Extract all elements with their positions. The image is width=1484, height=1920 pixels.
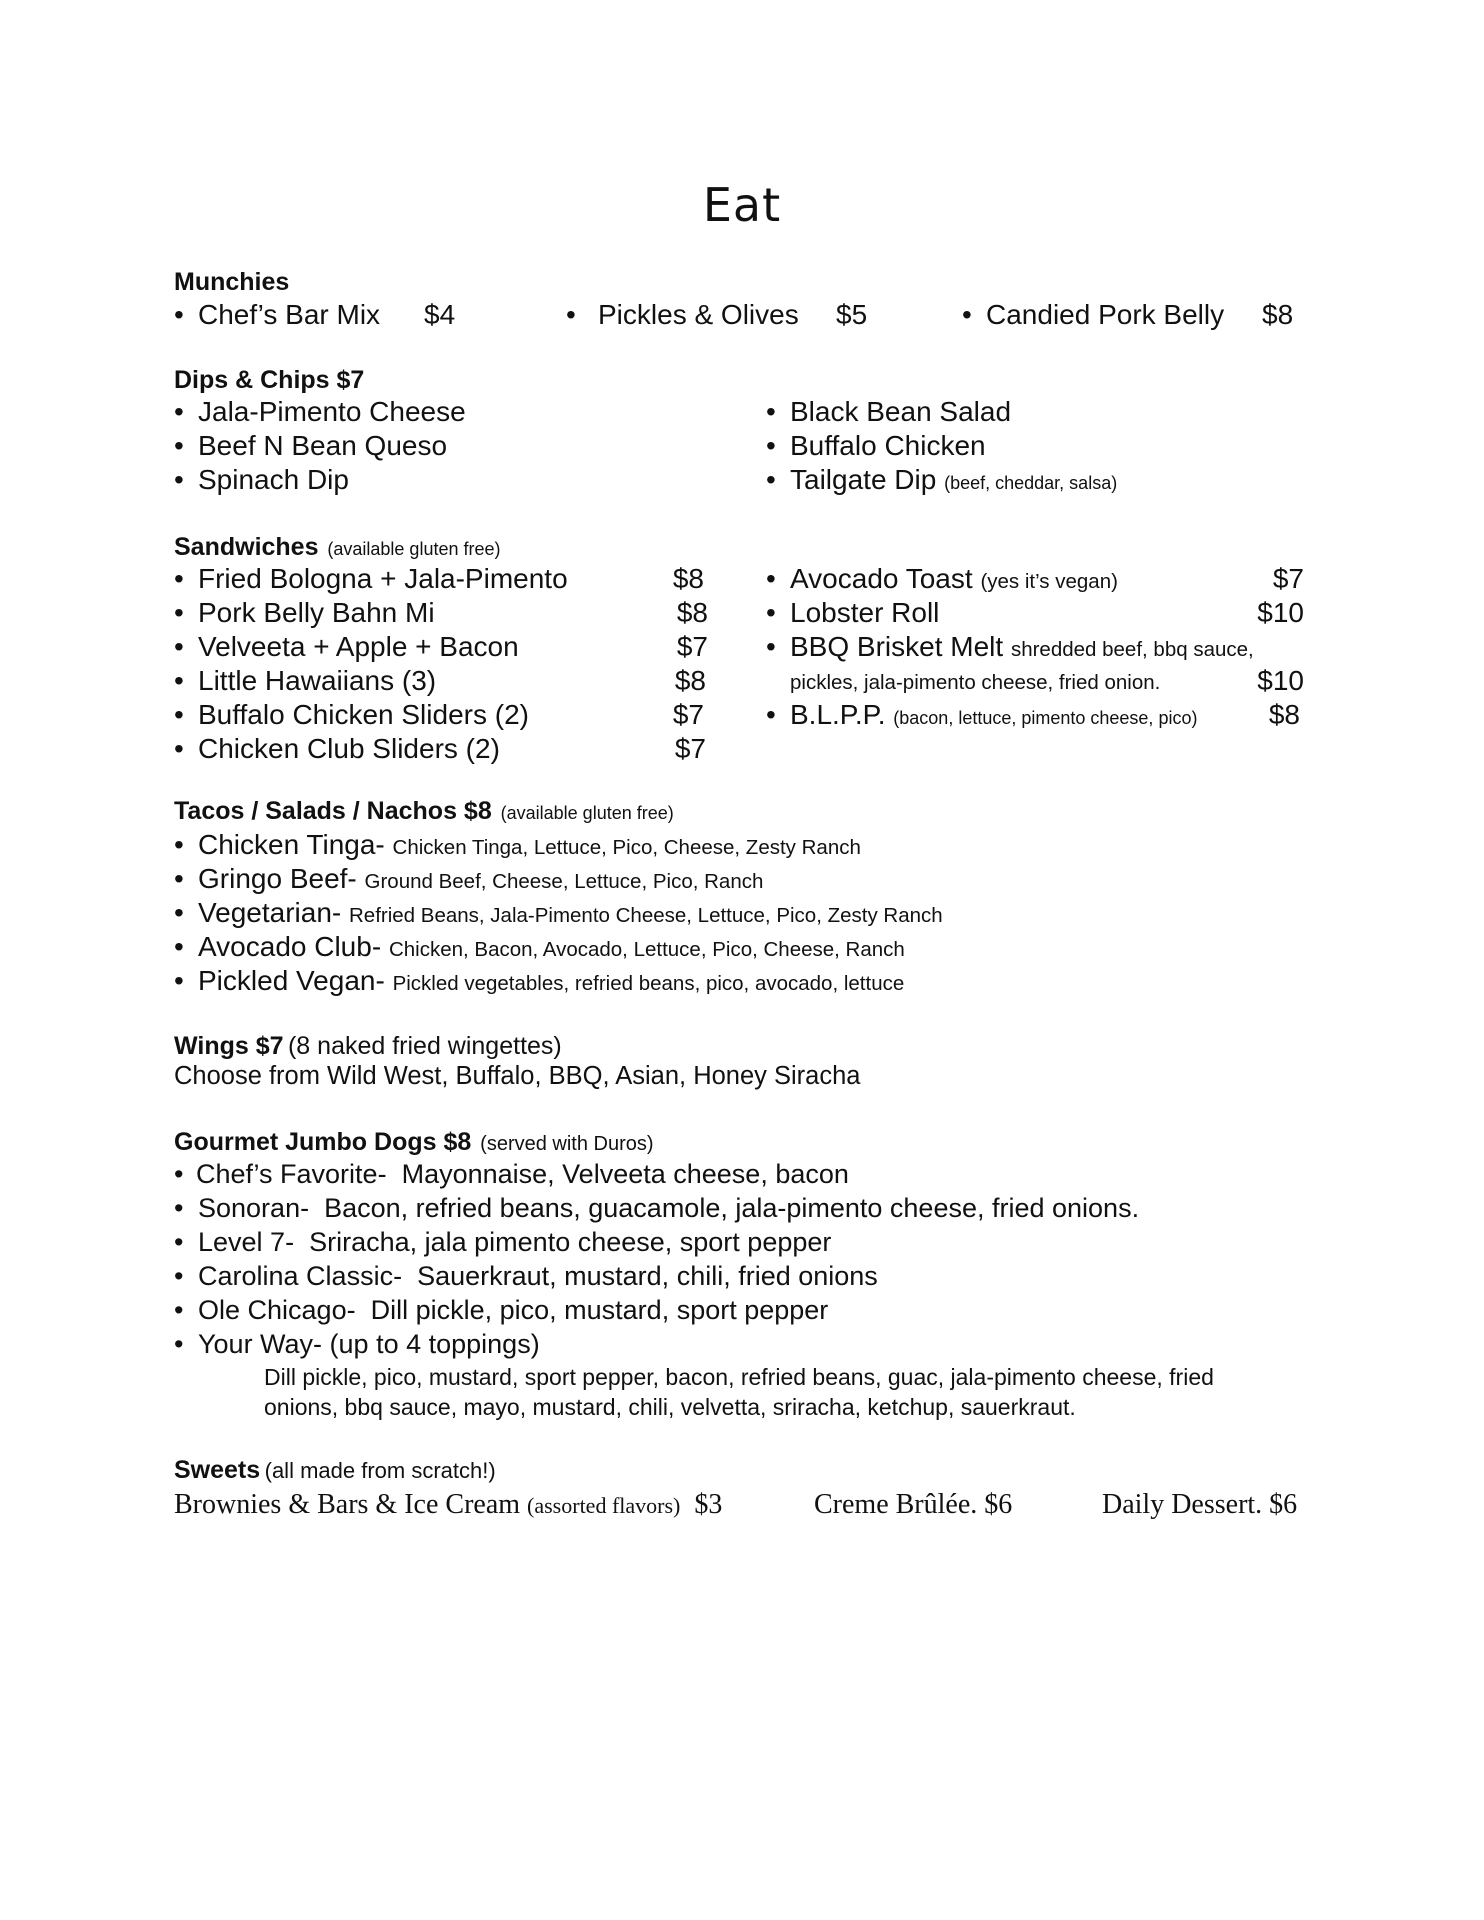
tailgate-note: (beef, cheddar, salsa) [944,473,1118,493]
dips-item: • Beef N Bean Queso [174,430,448,461]
sandwich-price: $8 [674,665,706,696]
wings-heading: Wings $7 (8 naked fried wingettes) [174,1032,562,1060]
munchies-item: • Candied Pork Belly [962,299,1225,330]
sandwich-price: $8 [672,563,704,594]
dips-item: • Spinach Dip [174,464,349,495]
taco-item: • Avocado Club- Chicken, Bacon, Avocado, Lettuce, Pico, Cheese, Ranch [174,931,905,962]
sandwich-item: • BBQ Brisket Melt shredded beef, bbq sauce, [766,631,1254,662]
sandwiches-heading: Sandwiches (available gluten free) [174,533,501,561]
taco-item: • Pickled Vegan- Pickled vegetables, refried beans, pico, avocado, lettuce [174,965,905,996]
sandwich-price: $10 [1257,597,1304,628]
wings-line: Choose from Wild West, Buffalo, BBQ, Asian, Honey Siracha [174,1062,861,1090]
sandwich-item: • Avocado Toast (yes it’s vegan) [766,563,1118,594]
munchies-price: $5 [836,299,868,330]
taco-item: • Gringo Beef- Ground Beef, Cheese, Lettuce, Pico, Ranch [174,863,764,894]
dips-heading: Dips & Chips $7 [174,366,365,394]
sandwich-price: $10 [1257,665,1304,696]
sandwich-item: • Chicken Club Sliders (2) [174,733,500,764]
munchies-item: • Pickles & Olives [566,299,799,330]
sandwich-item: • B.L.P.P. (bacon, lettuce, pimento cheese, pico) [766,699,1198,730]
dips-item: • Buffalo Chicken [766,430,986,461]
dog-item: • Ole Chicago- Dill pickle, pico, mustard, sport pepper [174,1295,829,1325]
munchies-heading: Munchies [174,268,290,296]
dog-item: • Your Way- (up to 4 toppings) [174,1329,540,1359]
sandwich-item: • Pork Belly Bahn Mi [174,597,435,628]
dog-item: • Chef’s Favorite- Mayonnaise, Velveeta cheese, bacon [174,1159,849,1189]
your-way-toppings: onions, bbq sauce, mayo, mustard, chili, velvetta, sriracha, ketchup, sauerkraut. [264,1394,1076,1420]
sweets-heading: Sweets (all made from scratch!) [174,1456,496,1484]
sandwich-item: • Lobster Roll [766,597,940,628]
sandwich-price: $7 [672,699,704,730]
dips-item: • Jala-Pimento Cheese [174,396,466,427]
sandwich-price: $7 [1272,563,1304,594]
sandwich-item: • Little Hawaiians (3) [174,665,437,696]
dogs-heading: Gourmet Jumbo Dogs $8 (served with Duros) [174,1128,654,1156]
your-way-toppings: Dill pickle, pico, mustard, sport pepper, bacon, refried beans, guac, jala-pimento cheese, fried [264,1364,1214,1390]
taco-item: • Chicken Tinga- Chicken Tinga, Lettuce, Pico, Cheese, Zesty Ranch [174,829,861,860]
munchies-price: $4 [424,299,456,330]
dips-item: • Tailgate Dip (beef, cheddar, salsa) [766,464,1118,495]
sweets-brownies: Brownies & Bars & Ice Cream (assorted flavors) $3 [174,1489,723,1520]
dog-item: • Sonoran- Bacon, refried beans, guacamole, jala-pimento cheese, fried onions. [174,1193,1140,1223]
dog-item: • Level 7- Sriracha, jala pimento cheese, sport pepper [174,1227,832,1257]
dips-item: • Black Bean Salad [766,396,1012,427]
sweets-creme: Creme Brûlée. $6 [814,1489,1013,1520]
page-title: Eat [702,178,782,232]
sandwich-price: $8 [676,597,708,628]
sandwich-item: • Buffalo Chicken Sliders (2) [174,699,529,730]
sandwich-price: $7 [676,631,708,662]
tacos-heading: Tacos / Salads / Nachos $8 (available gluten free) [174,797,674,825]
sweets-daily: Daily Dessert. $6 [1102,1489,1298,1520]
sandwich-price: $8 [1268,699,1300,730]
sandwich-item: • Fried Bologna + Jala-Pimento [174,563,568,594]
taco-item: • Vegetarian- Refried Beans, Jala-Pimento Cheese, Lettuce, Pico, Zesty Ranch [174,897,943,928]
sandwich-item: • Velveeta + Apple + Bacon [174,631,519,662]
brisket-note: pickles, jala-pimento cheese, fried onion. [790,671,1161,694]
munchies-item: • Chef’s Bar Mix [174,299,381,330]
sandwich-price: $7 [674,733,706,764]
dog-item: • Carolina Classic- Sauerkraut, mustard, chili, fried onions [174,1261,878,1291]
munchies-price: $8 [1262,299,1294,330]
